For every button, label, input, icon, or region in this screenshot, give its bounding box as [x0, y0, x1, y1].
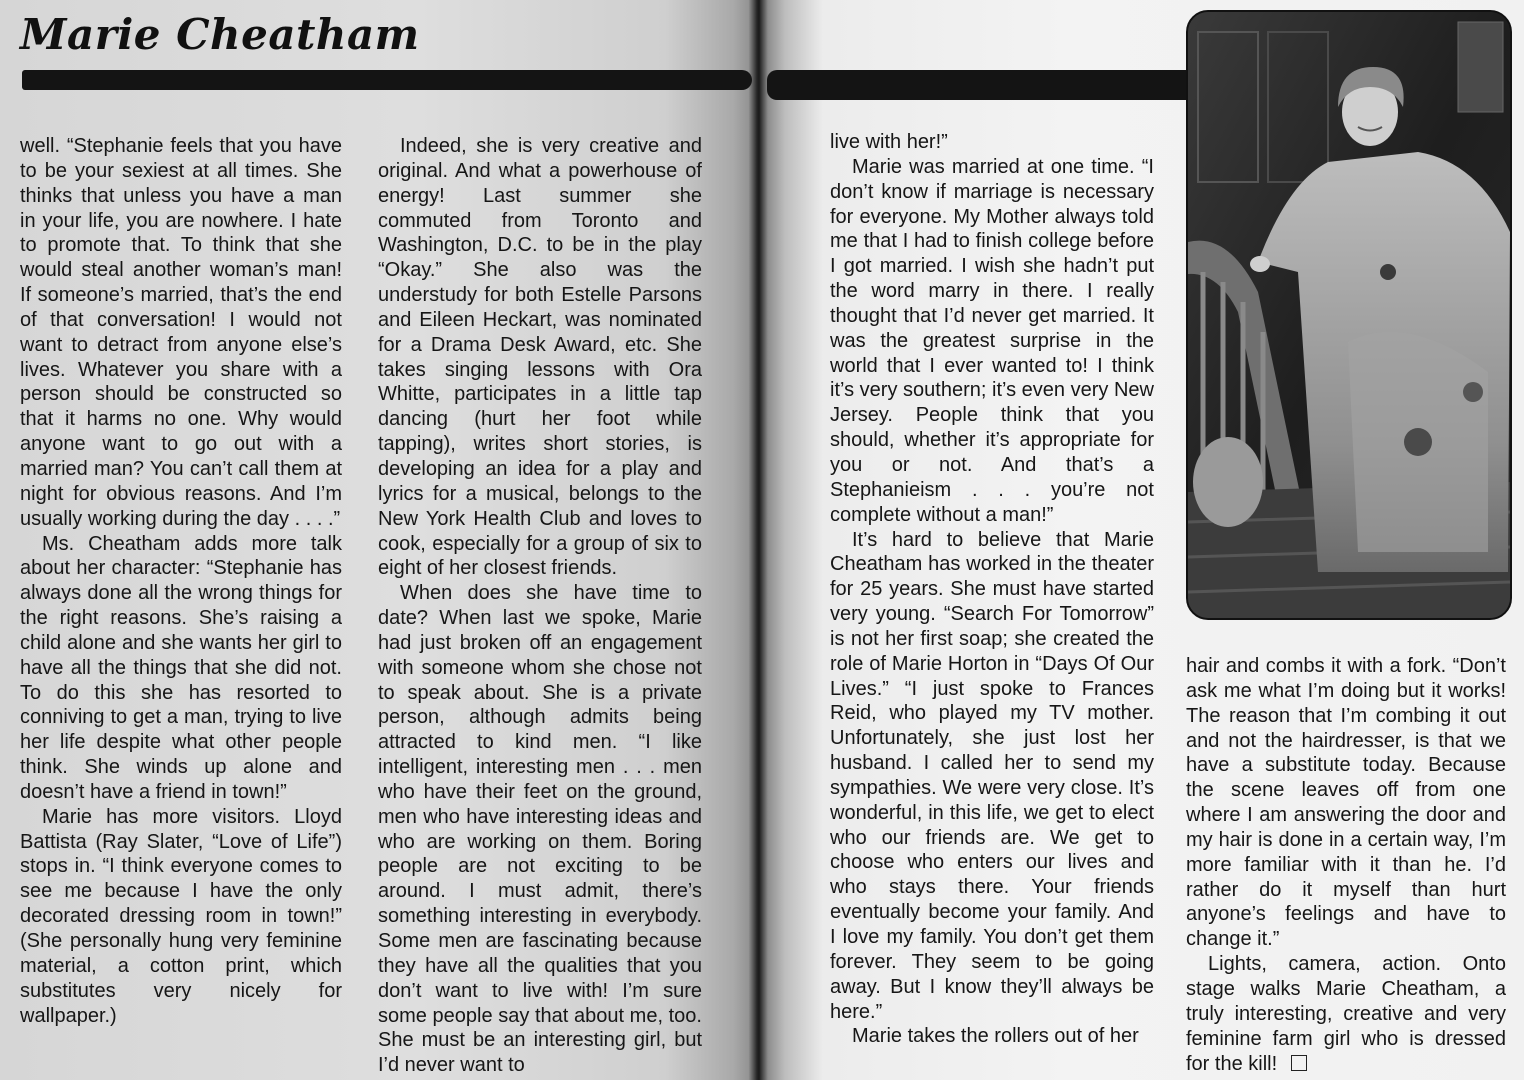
paragraph-final: [1186, 952, 1506, 1076]
paragraph: When does she have time to date? When last we spoke, Marie had just broken off an engagement with someone whom she chose not to speak about. She is a private person, although admits being attracted to kind men. “I like intelligent, interesting men . . . men who have their feet on the ground, men who have interesting ideas and who are working on them. Boring people are not exciting to be around. I must admit, there’s something interesting in everybody. Some men are fascinating because they have all the qualities that you don’t want to live with! I’m sure some people say that about me, too. She must be an interesting girl, but I’d never want to: [378, 582, 702, 1077]
portrait-photo: [1186, 10, 1512, 620]
text-column-4: [1186, 654, 1506, 1076]
paragraph: live with her!”: [830, 131, 948, 153]
paragraph: Ms. Cheatham adds more talk about her character: “Stephanie has always done all the wrong things for the right reasons. She’s raising a child alone and she wants her girl to have all the things that she did not. To do this she has resorted to conniving to get a man, trying to live her life despite what other people think. She winds up alone and doesn’t have a friend in town!”: [20, 532, 342, 803]
paragraph: Marie has more visitors. Lloyd Battista (Ray Slater, “Love of Life”) stops in. “I think everyone comes to see me because I have the only decorated dressing room in town!” (She personally hung very feminine material, a cotton print, which substitutes very nicely for wallpaper.): [20, 805, 342, 1027]
header-rule-left: [22, 70, 752, 90]
paragraph: well. “Stephanie feels that you have to be your sexiest at all times. She thinks that unless you have a man in your life, you are nowhere. I hate to promote that. To think that she would steal another woman’s man! If someone’s married, that’s the end of that conversation! I would not want to detract from anyone else’s lives. Whatever you share with a person should be constructed so that it harms no one. Why would anyone want to go out with a married man? You can’t call them at night for obvious reasons. And I’m usually working during the day . . . .”: [20, 135, 342, 530]
book-gutter: [748, 0, 768, 1080]
paragraph: Marie was married at one time. “I don’t know if marriage is necessary for everyone. My Mother always told me that I had to finish college before I got married. I wish she hadn’t put the word marry in there. I really thought that I’d never get married. It was the greatest surprise in the world that I ever wanted to! I think it’s very southern; it’s even very New Jersey. People think that you should, whether it’s appropriate for you or not. And that’s a Stephanieism . . . you’re not complete without a man!”: [830, 155, 1154, 526]
paragraph: Indeed, she is very creative and original. And what a powerhouse of energy! Last summer she commuted from Toronto and Washington, D.C. to be in the play “Okay.” She also was the understudy for both Estelle Parsons and Eileen Heckart, was nominated for a Drama Desk Award, etc. She takes singing lessons with Ora Whitte, participates in a little tap dancing (hurt her foot while tapping), writes short stories, is developing an idea for a play and lyrics for a musical, belongs to the New York Health Club and loves to cook, especially for a group of six to eight of her closest friends.: [378, 135, 702, 580]
article-title: Marie Cheatham: [20, 10, 420, 59]
text-column-2: [378, 134, 702, 1078]
end-mark-icon: [1291, 1055, 1307, 1071]
paragraph: It’s hard to believe that Marie Cheatham has worked in the theater for 25 years. She must have started very young. “Search For Tomorrow” is not her first soap; she created the role of Marie Horton in “Days Of Our Lives.” “I just spoke to Frances Reid, who played my TV mother. Unfortunately, she just lost her husband. I called her to send my sympathies. We were very close. It’s wonderful, in this life, we get to elect who our friends are. We get to choose who enters our lives and who stays there. Your friends eventually become your family. And I love my family. You don’t get them forever. They seem to be going away. But I know they’ll always be here.”: [830, 528, 1154, 1023]
text-column-1: [20, 134, 342, 1028]
header-rule-right: [767, 70, 1187, 100]
paragraph: hair and combs it with a fork. “Don’t ask me what I’m doing but it works! The reason that I’m combing it out and not the hairdresser, is that we have a substitute today. Because the scene leaves off from one where I am answering the door and my hair is done in a certain way, I’m more familiar with it than he. I’d rather do it myself than hurt anyone’s feelings and have to change it.”: [1186, 655, 1506, 951]
photo-illustration: [1188, 12, 1510, 618]
text-column-3: [830, 130, 1154, 1049]
paragraph: Marie takes the rollers out of her: [852, 1025, 1139, 1048]
closing-line: Lights, camera, action. Onto stage walks Marie Cheatham, a truly interesting, creative and very feminine farm girl who is dressed for the kill!: [1186, 953, 1506, 1075]
